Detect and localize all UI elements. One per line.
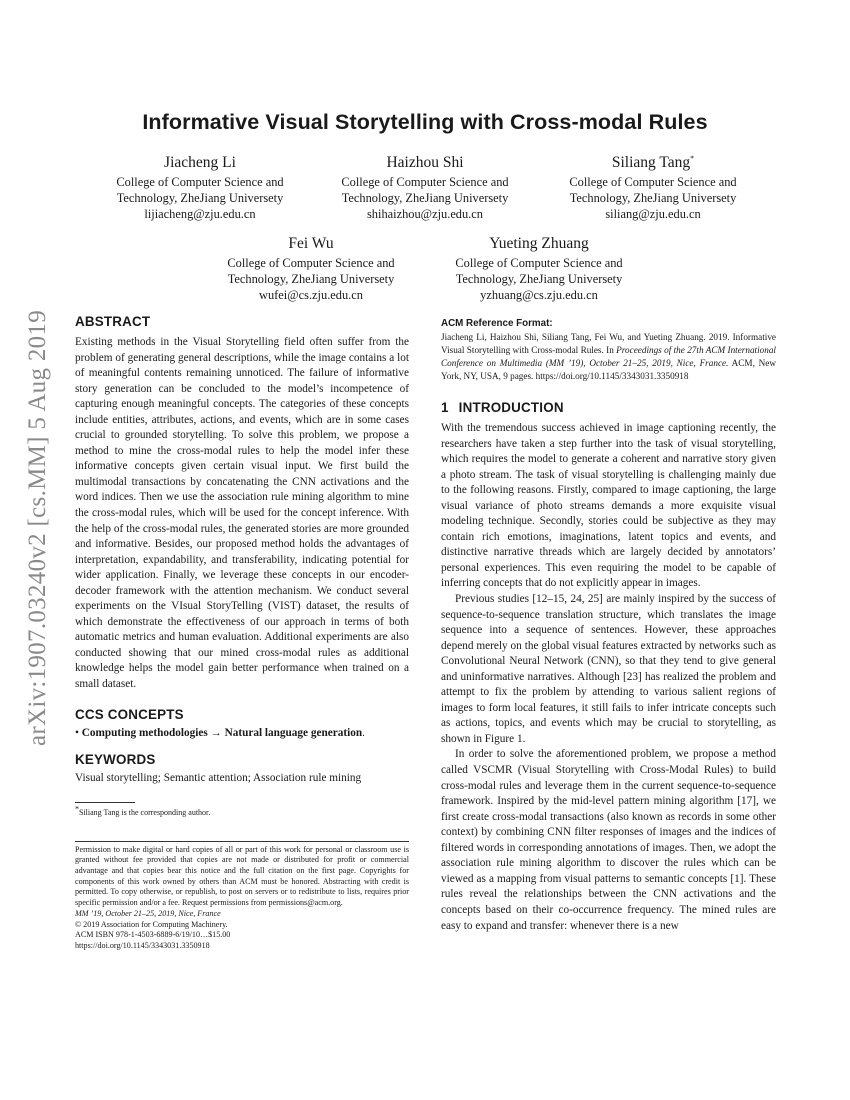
ccs-text [75,727,409,739]
author-affiliation: College of Computer Science and [569,175,737,189]
author-affiliation: Technology, ZheJiang Universety [116,191,284,206]
abstract-text: Existing methods in the Visual Storytelling field often suffer from the problem of generating general descriptions, while the image contains a lot of meaningful contents remaining unnoticed. The failure of informative story generation can be concluded to the model’s incompetence of capturing enough meaningful concepts. The categories of these concepts include entities, attributes, actions, and events, which are in some cases crucial to grounded storytelling. To solve this problem, we propose a method to mine the cross-modal rules to help the model infer these informative concepts given certain visual input. We first build the multimodal transactions by concatenating the CNN activations and the word indices. Then we use the association rule mining algorithm to mine the cross-modal rules, which will be used for the concept inference. With the help of the cross-modal rules, the generated stories are more grounded and informative. Besides, our proposed method holds the advantages of interpretation, expandability, and transferability, indicating potential for wider application. Finally, we leverage these concepts in our encoder-decoder framework with the attention mechanism. We conduct several experiments on the VIsual StoryTelling (VIST) dataset, the results of which demonstrate the effectiveness of our approach in terms of both automatic metrics and human evaluation. Additional experiments are also conducted showing that our mined cross-modal rules as additional knowledge helps the model gain better performance when trained on a small dataset. [75,336,409,691]
reference-format-text [441,331,776,383]
isbn-line: ACM ISBN 978-1-4503-6889-6/19/10…$15.00 [75,930,231,940]
author-name: Siliang Tang [611,154,691,171]
paragraph: With the tremendous success achieved in image captioning recently, the researchers have taken a step further into the task of visual storytelling, which requires the model to generate a coherent and narrative story given a photo stream. The task of visual storytelling is challenging mainly due to the following reasons. Firstly, compared to image captioning, the large visual variance of photo streams demands a more exquisite visual modeling technique. Secondly, stories could be subjective as they may contain rich emotions, imaginations, latent topics and events, and distinctive narrative threads which are largely decided by annotators’ personal experiences. This even requiring the model to be capable of inferring concepts that do not explicitly appear in images. [441,422,776,590]
author-email: wufei@cs.zju.edu.cn [259,288,363,303]
ccs-term: Computing methodologies [81,726,208,739]
introduction-body [441,421,776,934]
footnote-mark: * [75,803,79,813]
right-column [441,318,776,934]
keywords-text: Visual storytelling; Semantic attention; Association rule mining [75,771,362,784]
venue-line: MM ’19, October 21–25, 2019, Nice, France [75,908,221,918]
arxiv-stamp [18,0,58,1100]
author-block [533,153,773,223]
permission-text: Permission to make digital or hard copies of all or part of this work for personal or classroom use is granted without fee provided that copies are not made or distributed for profit or commercial advantage and that copies bear this notice and the full citation on the first page. Copyrights for components of this work owned by others than ACM must be honored. Abstracting with credit is permitted. To copy otherwise, or republish, to post on servers or to redistribute to lists, requires prior specific permission and/or a fee. Request permissions from permissions@acm.org. [75,844,409,908]
author-email: yzhuang@cs.zju.edu.cn [480,288,598,303]
author-name: Yueting Zhuang [489,235,589,252]
author-affiliation: Technology, ZheJiang Universety [227,272,395,287]
author-email: siliang@zju.edu.cn [605,207,701,222]
copyright-line: © 2019 Association for Computing Machinery. [75,919,228,929]
footnote-rule [75,802,135,803]
paragraph: In order to solve the aforementioned problem, we propose a method called VSCMR (Visual Storytelling with Cross-Modal Rules) to build cross-modal rules and leverage them in the current sequence-to-sequence framework. Inspired by the mid-level pattern mining algorithm [17], we first create cross-modal transactions (also known as records in some other context) by combining CNN filter responses of images and the indices of filtered words in corresponding annotations of images. Then, we adopt the association rule mining algorithm to discover the rules which can be viewed as a mapping from visual patterns to semantic concepts [1]. These rules reveal the relationships between the CNN activations and the concepts based on their co-occurrence frequency. The mined rules are easy to expand and transfer: whenever there is a new [441,748,776,932]
author-email: lijiacheng@zju.edu.cn [144,207,256,222]
section-title: INTRODUCTION [458,400,564,415]
footnote [75,803,409,817]
introduction-heading [441,400,776,415]
footnote-text: Siliang Tang is the corresponding author. [79,807,211,817]
keywords-heading: KEYWORDS [75,751,156,767]
ccs-arrow: → [210,726,222,739]
author-block [80,153,320,223]
left-column [75,314,409,952]
author-name: Fei Wu [288,235,334,252]
reference-text: ACM, New York, NY, USA, 9 pages. https://doi.org/10.1145/3343031.3350918 [441,358,777,381]
author-affiliation: College of Computer Science and [227,256,395,270]
arxiv-id: arXiv:1907.03240v2 [cs.MM] 5 Aug 2019 [24,309,51,747]
reference-format-heading: ACM Reference Format: [441,318,553,329]
author-affiliation: Technology, ZheJiang Universety [455,272,623,287]
ccs-end: . [362,726,365,739]
reference-proceedings: Proceedings of the 27th ACM International Conference on Multimedia (MM ’19), October 21–25, 2019, Nice, France. [441,345,776,368]
ccs-bullet: • [75,726,79,739]
author-affiliation: College of Computer Science and [341,175,509,189]
author-affiliation: College of Computer Science and [455,256,623,270]
author-affiliation: College of Computer Science and [116,175,284,189]
corresponding-mark: * [690,153,695,163]
abstract-heading: ABSTRACT [75,314,151,329]
section-number: 1 [441,400,449,415]
paragraph: Previous studies [12–15, 24, 25] are mainly inspired by the success of sequence-to-sequence translation structure, which translates the image sequence into a sequence of sentences. However, these approaches depend merely on the global visual features extracted by networks such as Convolutional Neural Network (CNN), so that they tend to give general and uninformative narratives. Although [23] has realized the problem and attempt to fix the problem by attending to various salient regions of images to form local features, it still fails to infer intricate concepts such as actions, topics, and events which may be crucial to storytelling, as shown in Figure 1. [441,593,776,745]
author-email: shihaizhou@zju.edu.cn [366,207,483,222]
author-name: Jiacheng Li [164,154,236,171]
reference-text: Jiacheng Li, Haizhou Shi, Siliang Tang, Fei Wu, and Yueting Zhuang. 2019. Informative Visual Storytelling with Cross-modal Rules. In [441,332,776,355]
author-block [191,234,431,304]
permission-block [75,845,409,952]
author-affiliation: Technology, ZheJiang Universety [341,191,509,206]
author-affiliation: Technology, ZheJiang Universety [569,191,737,206]
author-block [305,153,545,223]
author-block [419,234,659,304]
ccs-term: Natural language generation [224,726,363,739]
permission-rule [75,841,409,842]
paper-title: Informative Visual Storytelling with Cross-modal Rules [142,110,708,134]
author-name: Haizhou Shi [386,154,464,171]
doi-line: https://doi.org/10.1145/3343031.3350918 [75,940,210,950]
ccs-heading: CCS CONCEPTS [75,706,184,722]
